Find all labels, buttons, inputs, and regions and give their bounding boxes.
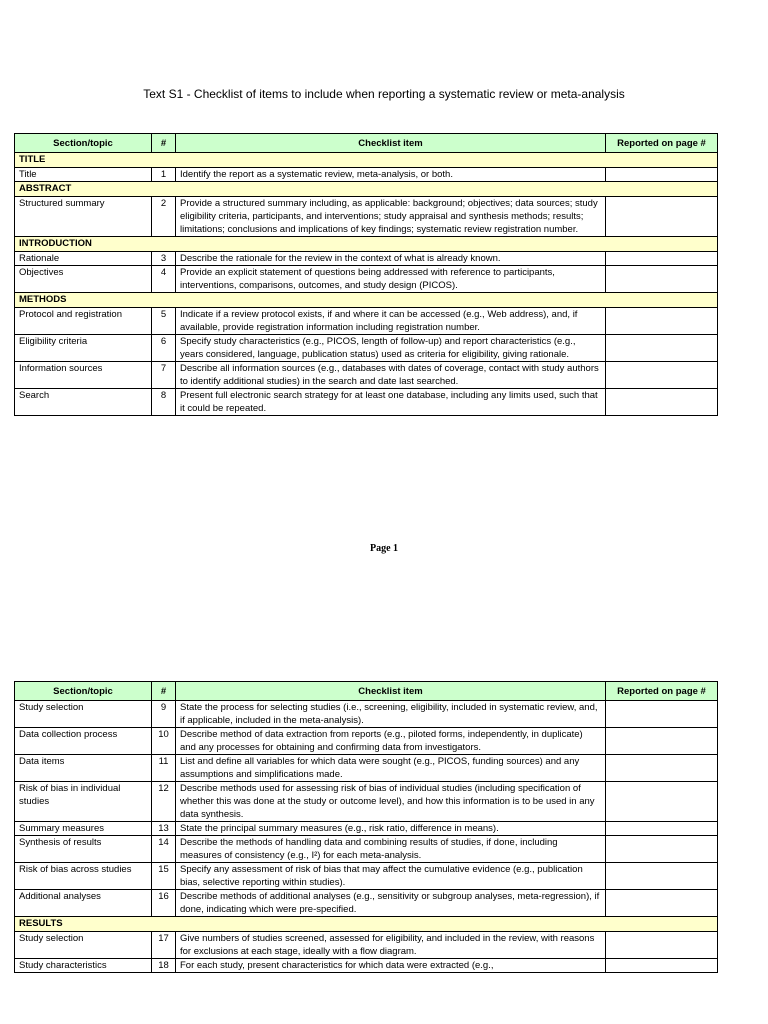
checklist-item-cell: Provide an explicit statement of questions being addressed with reference to participants, interventions, comparisons, outcomes, and study design (PICOS). [176,266,606,293]
topic-cell: Study characteristics [15,959,152,973]
checklist-item-cell: Describe methods used for assessing risk of bias of individual studies (including specification of whether this was done at the study or outcome level), and how this information is to be used in any data synthesis. [176,782,606,822]
item-number-cell: 15 [152,863,176,890]
section-header-row [15,293,718,308]
checklist-item-cell: Present full electronic search strategy for at least one database, including any limits used, such that it could be repeated. [176,389,606,416]
reported-page-cell [606,701,718,728]
reported-page-cell [606,252,718,266]
reported-page-cell [606,362,718,389]
topic-cell: Objectives [15,266,152,293]
checklist-row [15,252,718,266]
section-header-label: METHODS [15,293,718,308]
topic-cell: Title [15,168,152,182]
item-number-cell: 12 [152,782,176,822]
checklist-row [15,168,718,182]
topic-cell: Rationale [15,252,152,266]
checklist-row [15,308,718,335]
checklist-item-cell: Describe the rationale for the review in the context of what is already known. [176,252,606,266]
checklist-row [15,932,718,959]
checklist-item-cell: Identify the report as a systematic review, meta-analysis, or both. [176,168,606,182]
topic-cell: Additional analyses [15,890,152,917]
item-number-cell: 11 [152,755,176,782]
header-reported-on-page: Reported on page # [606,682,718,701]
reported-page-cell [606,932,718,959]
topic-cell: Information sources [15,362,152,389]
item-number-cell: 13 [152,822,176,836]
reported-page-cell [606,728,718,755]
item-number-cell: 16 [152,890,176,917]
checklist-row [15,389,718,416]
topic-cell: Study selection [15,701,152,728]
checklist-item-cell: Provide a structured summary including, as applicable: background; objectives; data sources; study eligibility criteria, participants, and interventions; study appraisal and synthesis methods; results; limitations; conclusions and implications of key findings; systematic review registration number. [176,197,606,237]
item-number-cell: 17 [152,932,176,959]
checklist-row [15,362,718,389]
header-number: # [152,682,176,701]
checklist-item-cell: List and define all variables for which data were sought (e.g., PICOS, funding sources) and any assumptions and simplifications made. [176,755,606,782]
checklist-item-cell: For each study, present characteristics for which data were extracted (e.g., [176,959,606,973]
checklist-item-cell: Describe methods of additional analyses (e.g., sensitivity or subgroup analyses, meta-regression), if done, indicating which were pre-specified. [176,890,606,917]
header-section-topic: Section/topic [15,134,152,153]
checklist-table-page-2 [14,681,718,973]
checklist-item-cell: State the principal summary measures (e.g., risk ratio, difference in means). [176,822,606,836]
item-number-cell: 7 [152,362,176,389]
topic-cell: Eligibility criteria [15,335,152,362]
reported-page-cell [606,168,718,182]
header-reported-on-page: Reported on page # [606,134,718,153]
checklist-table-page-1 [14,133,718,416]
checklist-item-cell: Describe all information sources (e.g., databases with dates of coverage, contact with study authors to identify additional studies) in the search and date last searched. [176,362,606,389]
checklist-row [15,197,718,237]
section-header-row [15,182,718,197]
checklist-row [15,822,718,836]
topic-cell: Risk of bias in individual studies [15,782,152,822]
topic-cell: Structured summary [15,197,152,237]
item-number-cell: 8 [152,389,176,416]
checklist-row [15,959,718,973]
item-number-cell: 9 [152,701,176,728]
topic-cell: Risk of bias across studies [15,863,152,890]
reported-page-cell [606,335,718,362]
item-number-cell: 10 [152,728,176,755]
section-header-row [15,153,718,168]
checklist-item-cell: Describe method of data extraction from reports (e.g., piloted forms, independently, in duplicate) and any processes for obtaining and confirming data from investigators. [176,728,606,755]
checklist-row [15,890,718,917]
checklist-item-cell: Specify any assessment of risk of bias that may affect the cumulative evidence (e.g., publication bias, selective reporting within studies). [176,863,606,890]
reported-page-cell [606,389,718,416]
document-title: Text S1 - Checklist of items to include when reporting a systematic review or meta-analysis [143,87,625,101]
topic-cell: Synthesis of results [15,836,152,863]
item-number-cell: 5 [152,308,176,335]
checklist-row [15,266,718,293]
reported-page-cell [606,266,718,293]
checklist-item-cell: Indicate if a review protocol exists, if and where it can be accessed (e.g., Web address), and, if available, provide registration information including registration number. [176,308,606,335]
section-header-row [15,237,718,252]
topic-cell: Search [15,389,152,416]
header-section-topic: Section/topic [15,682,152,701]
page-number-label: Page 1 [369,543,399,554]
section-header-label: RESULTS [15,917,718,932]
item-number-cell: 1 [152,168,176,182]
section-header-row [15,917,718,932]
topic-cell: Summary measures [15,822,152,836]
item-number-cell: 2 [152,197,176,237]
checklist-row [15,335,718,362]
item-number-cell: 18 [152,959,176,973]
reported-page-cell [606,822,718,836]
reported-page-cell [606,308,718,335]
section-header-label: ABSTRACT [15,182,718,197]
header-checklist-item: Checklist item [176,682,606,701]
checklist-row [15,701,718,728]
reported-page-cell [606,197,718,237]
topic-cell: Protocol and registration [15,308,152,335]
section-header-label: INTRODUCTION [15,237,718,252]
header-number: # [152,134,176,153]
checklist-row [15,863,718,890]
item-number-cell: 4 [152,266,176,293]
reported-page-cell [606,863,718,890]
item-number-cell: 3 [152,252,176,266]
checklist-row [15,728,718,755]
reported-page-cell [606,890,718,917]
reported-page-cell [606,959,718,973]
reported-page-cell [606,782,718,822]
topic-cell: Data items [15,755,152,782]
checklist-row [15,755,718,782]
checklist-row [15,782,718,822]
checklist-item-cell: Describe the methods of handling data and combining results of studies, if done, including measures of consistency (e.g., I²) for each meta-analysis. [176,836,606,863]
topic-cell: Data collection process [15,728,152,755]
reported-page-cell [606,836,718,863]
checklist-item-cell: State the process for selecting studies (i.e., screening, eligibility, included in systematic review, and, if applicable, included in the meta-analysis). [176,701,606,728]
item-number-cell: 14 [152,836,176,863]
checklist-item-cell: Specify study characteristics (e.g., PICOS, length of follow-up) and report characteristics (e.g., years considered, language, publication status) used as criteria for eligibility, giving rationale. [176,335,606,362]
checklist-row [15,836,718,863]
topic-cell: Study selection [15,932,152,959]
header-checklist-item: Checklist item [176,134,606,153]
reported-page-cell [606,755,718,782]
checklist-item-cell: Give numbers of studies screened, assessed for eligibility, and included in the review, with reasons for exclusions at each stage, ideally with a flow diagram. [176,932,606,959]
section-header-label: TITLE [15,153,718,168]
item-number-cell: 6 [152,335,176,362]
